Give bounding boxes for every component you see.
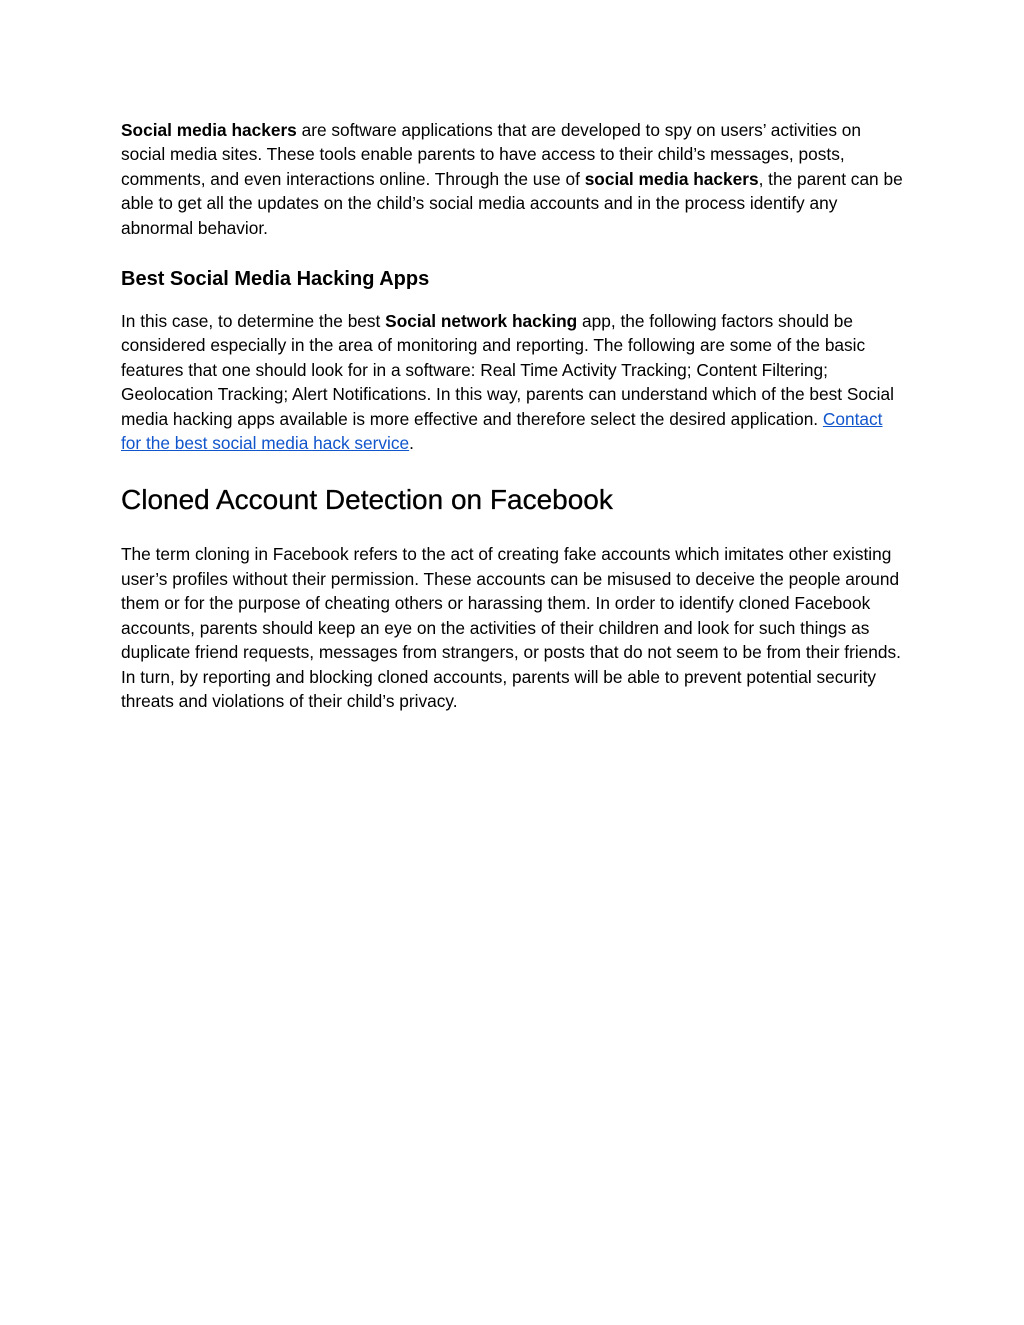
section-heading-cloned-account: Cloned Account Detection on Facebook bbox=[121, 484, 613, 516]
intro-bold-term-1: Social media hackers bbox=[121, 120, 297, 140]
contact-hack-service-link[interactable]: Contact for the best social media hack service bbox=[121, 408, 883, 454]
best-apps-paragraph bbox=[121, 309, 907, 455]
intro-text-1: are software applications that are developed to spy on users’ activities on social media sites. These tools enable parents to have access to their child’s messages, posts, comments, and even interactions online. Through the use of bbox=[121, 120, 861, 189]
best-apps-text-2: app, the following factors should be considered especially in the area of monitoring and reporting. The following are some of the basic features that one should look for in a software: Real Time Activity Tracking; Content Filtering; Geolocation Tracking; Alert Notifications. In this way, parents can understand which of the best Social media hacking apps available is more effective and therefore select the desired application. bbox=[121, 311, 894, 429]
document-page bbox=[121, 118, 907, 713]
best-apps-bold-term: Social network hacking bbox=[385, 311, 578, 332]
best-apps-text-1: In this case, to determine the best bbox=[121, 311, 386, 332]
intro-text-2: , the parent can be able to get all the updates on the child’s social media accounts and in the process identify any abnormal behavior. bbox=[121, 168, 903, 238]
section-heading-best-apps: Best Social Media Hacking Apps bbox=[121, 268, 430, 291]
cloned-account-paragraph: The term cloning in Facebook refers to the act of creating fake accounts which imitates other existing user’s profiles without their permission. These accounts can be misused to deceive the people around them or for the purpose of cheating others or harassing them. In order to identify cloned Facebook accounts, parents should keep an eye on the activities of their children and look for such things as duplicate friend requests, messages from strangers, or posts that do not seem to be from their friends. In turn, by reporting and blocking cloned accounts, parents will be able to prevent potential security threats and violations of their child’s privacy. bbox=[121, 544, 901, 711]
best-apps-end: . bbox=[409, 433, 414, 454]
intro-paragraph bbox=[121, 118, 907, 240]
intro-bold-term-2: social media hackers bbox=[584, 168, 759, 189]
